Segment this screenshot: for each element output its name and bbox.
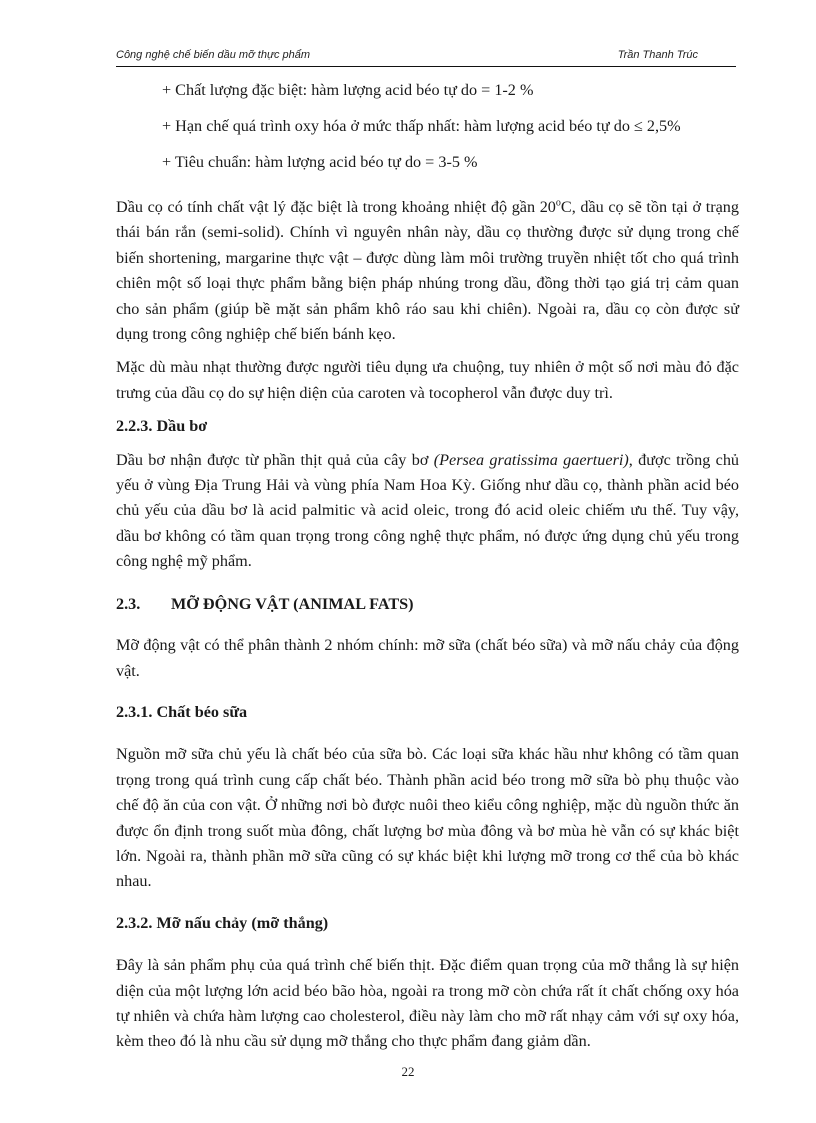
paragraph-palm-oil-properties bbox=[116, 195, 739, 347]
page-number: 22 bbox=[401, 1064, 415, 1079]
paragraph-avocado-oil bbox=[116, 448, 739, 575]
paragraph-palm-oil-color: Mặc dù màu nhạt thường được người tiêu dụng ưa chuộng, tuy nhiên ở một số nơi màu đỏ đặc trưng của dầu cọ do sự hiện diện của caroten và tocopherol vẫn được duy trì. bbox=[116, 358, 739, 402]
heading-2-3-2: 2.3.2. Mỡ nấu chảy (mỡ thắng) bbox=[116, 913, 329, 932]
heading-2-3-1: 2.3.1. Chất béo sữa bbox=[116, 702, 248, 721]
text-run: , được trồng chủ yếu ở vùng Địa Trung Hải và vùng phía Nam Hoa Kỳ. Giống như dầu cọ, thành phần acid béo chủ yếu của dầu bơ là acid palmitic và acid oleic, trong đó acid oleic chiếm ưu thế. Tuy vậy, dầu bơ không có tầm quan trọng trong công nghệ thực phẩm, nó được ứng dụng chủ yếu trong công nghệ mỹ phẩm. bbox=[116, 450, 740, 571]
latin-name: (Persea gratissima gaertueri) bbox=[433, 450, 629, 469]
degree-superscript: o bbox=[555, 197, 561, 209]
text-run: C, dầu cọ sẽ tồn tại ở trạng thái bán rắn (semi-solid). Chính vì nguyên nhân này, dầu cọ thường được sử dụng trong chế biến shortening, margarine thực vật – được dùng làm môi trường truyền nhiệt tốt cho quá trình chiên một số loại thực phẩm bằng biện pháp nhúng trong dầu, đồng thời tạo giá trị cảm quan cho sản phẩm (giúp bề mặt sản phẩm khô ráo sau khi chiên). Ngoài ra, dầu cọ còn được sử dụng trong công nghiệp chế biến bánh kẹo. bbox=[116, 198, 739, 344]
paragraph-rendered-fat: Đây là sản phẩm phụ của quá trình chế biến thịt. Đặc điểm quan trọng của mỡ thắng là sự hiện diện của một lượng lớn acid béo bão hòa, ngoài ra trong mỡ còn chứa rất ít chất chống oxy hóa tự nhiên và chứa hàm lượng cao cholesterol, điều này làm cho mỡ rất nhạy cảm với sự oxy hóa, kèm theo đó là nhu cầu sử dụng mỡ thắng cho thực phẩm đang giảm dần. bbox=[116, 956, 739, 1051]
bullet-item: + Chất lượng đặc biệt: hàm lượng acid béo tự do = 1-2 % bbox=[162, 81, 534, 99]
bullet-item: + Tiêu chuẩn: hàm lượng acid béo tự do = 3-5 % bbox=[162, 153, 478, 171]
running-header bbox=[116, 42, 736, 67]
quality-bullet-list bbox=[116, 72, 739, 180]
paragraph-animal-fats-intro: Mỡ động vật có thể phân thành 2 nhóm chính: mỡ sữa (chất béo sữa) và mỡ nấu chảy của động vật. bbox=[116, 636, 739, 680]
bullet-item: + Hạn chế quá trình oxy hóa ở mức thấp nhất: hàm lượng acid béo tự do ≤ 2,5% bbox=[162, 117, 681, 135]
section-number: 2.3. bbox=[116, 594, 141, 613]
header-book-title: Công nghệ chế biến dầu mỡ thực phẩm bbox=[116, 49, 311, 61]
text-run: Dầu cọ có tính chất vật lý đặc biệt là trong khoảng nhiệt độ gần 20 bbox=[116, 198, 556, 216]
paragraph-milk-fat: Nguồn mỡ sữa chủ yếu là chất béo của sữa bò. Các loại sữa khác hầu như không có tầm quan trọng trong quá trình cung cấp chất béo. Thành phần acid béo trong mỡ sữa bò phụ thuộc vào chế độ ăn của con vật. Ở những nơi bò được nuôi theo kiểu công nghiệp, mặc dù nguồn thức ăn được ổn định trong suốt mùa đông, chất lượng bơ mùa đông và bơ mùa hè vẫn có sự khác biệt lớn. Ngoài ra, thành phần mỡ sữa cũng có sự khác biệt khi lượng mỡ trong cơ thể của bò khác nhau. bbox=[116, 745, 739, 891]
text-run: Dầu bơ nhận được từ phần thịt quả của cây bơ bbox=[116, 450, 434, 469]
heading-2-2-3: 2.2.3. Dầu bơ bbox=[116, 417, 208, 436]
header-author: Trần Thanh Trúc bbox=[617, 49, 698, 61]
heading-2-3 bbox=[116, 592, 739, 617]
page-body bbox=[116, 72, 739, 1055]
section-title: MỠ ĐỘNG VẬT (ANIMAL FATS) bbox=[171, 594, 414, 613]
